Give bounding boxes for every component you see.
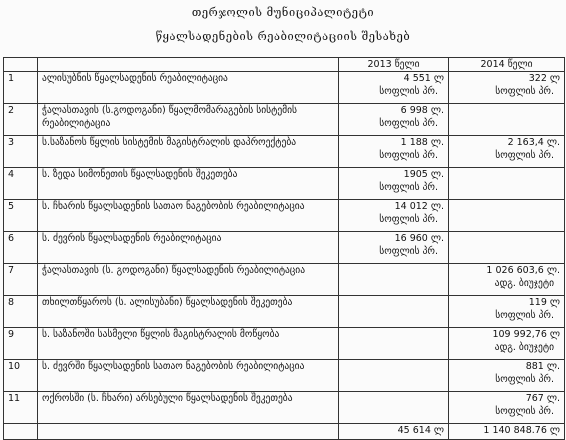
header-2014: 2014 წელი	[449, 58, 565, 72]
table-row	[4, 264, 565, 296]
table-row	[4, 360, 565, 392]
funding-source: სოფლის პრ.	[379, 86, 438, 97]
amount-value: 4 551 ლ	[403, 73, 444, 84]
cell-2013	[339, 264, 449, 296]
amount-value: 16 960 ლ.	[394, 233, 444, 244]
row-description: ს.საზანოს წყლის სისტემის მაგისტრალის დაპროექტება	[38, 136, 339, 168]
water-supply-table	[3, 57, 565, 440]
total-label-cell	[38, 424, 339, 440]
table-row	[4, 168, 565, 200]
cell-2013	[339, 328, 449, 360]
row-number: 3	[4, 136, 38, 168]
amount-value: 322 ლ	[528, 73, 560, 84]
header-description	[38, 58, 339, 72]
table-row	[4, 136, 565, 168]
row-description: ჭალასთავის (ს.გოდოგანი) წყალმომარაგების სისტემის რეაბილიტაცია	[38, 104, 339, 136]
cell-2014	[449, 168, 565, 200]
cell-2013	[339, 72, 449, 104]
row-description: ჭალასთავის (ს. გოდოგანი) წყალსადენის რეაბილიტაცია	[38, 264, 339, 296]
funding-source: ადგ. ბიუჯეტი	[494, 342, 554, 353]
table-row	[4, 296, 565, 328]
header-2013: 2013 წელი	[339, 58, 449, 72]
cell-2014	[449, 392, 565, 424]
funding-source: სოფლის პრ.	[495, 150, 554, 161]
row-description: ს. საზანოში სასმელი წყლის მაგისტრალის მოწყობა	[38, 328, 339, 360]
table-row	[4, 104, 565, 136]
cell-2013	[339, 232, 449, 264]
cell-2014	[449, 72, 565, 104]
funding-source: სოფლის პრ.	[379, 118, 438, 129]
row-number: 11	[4, 392, 38, 424]
row-number: 10	[4, 360, 38, 392]
row-description: ს. ჩხარის წყალსადენის სათაო ნაგებობის რეაბილიტაცია	[38, 200, 339, 232]
table-header-row	[4, 58, 565, 72]
amount-value: 1 026 603,6 ლ.	[486, 265, 560, 276]
total-number-cell	[4, 424, 38, 440]
table-body	[4, 72, 565, 440]
funding-source: სოფლის პრ.	[379, 150, 438, 161]
funding-source: სოფლის პრ.	[379, 246, 438, 257]
amount-value: 1 188 ლ.	[400, 137, 444, 148]
row-number: 7	[4, 264, 38, 296]
amount-value: 119 ლ	[528, 297, 560, 308]
header-number	[4, 58, 38, 72]
cell-2013	[339, 392, 449, 424]
funding-source: სოფლის პრ.	[495, 86, 554, 97]
amount-value: 1905 ლ.	[403, 169, 444, 180]
amount-value: 767 ლ.	[525, 393, 560, 404]
row-description: ს. ძევრში წყალსადენის სათაო ნაგებობის რეაბილიტაცია	[38, 360, 339, 392]
cell-2013	[339, 136, 449, 168]
document-subject: წყალსადენების რეაბილიტაციის შესახებ	[155, 30, 411, 43]
total-2014: 1 140 848.76 ლ	[449, 424, 565, 440]
cell-2014	[449, 296, 565, 328]
cell-2013	[339, 296, 449, 328]
row-description: ს. ზედა სიმონეთის წყალსადენის შეკეთება	[38, 168, 339, 200]
cell-2014	[449, 264, 565, 296]
cell-2014	[449, 104, 565, 136]
total-2013: 45 614 ლ	[339, 424, 449, 440]
row-description: ს. ძევრის წყალსადენის რეაბილიტაცია	[38, 232, 339, 264]
amount-value: 2 163,4 ლ.	[507, 137, 560, 148]
row-number: 1	[4, 72, 38, 104]
amount-value: 14 012 ლ.	[394, 201, 444, 212]
row-number: 8	[4, 296, 38, 328]
funding-source: სოფლის პრ.	[379, 214, 438, 225]
cell-2013	[339, 104, 449, 136]
funding-source: სოფლის პრ.	[495, 406, 554, 417]
row-number: 2	[4, 104, 38, 136]
row-number: 9	[4, 328, 38, 360]
municipality-title: თერჯოლის მუნიციპალიტეტი	[191, 6, 375, 19]
amount-value: 6 998 ლ.	[400, 105, 444, 116]
table-row	[4, 72, 565, 104]
row-number: 5	[4, 200, 38, 232]
table-row	[4, 328, 565, 360]
totals-row	[4, 424, 565, 440]
cell-2013	[339, 168, 449, 200]
table-row	[4, 392, 565, 424]
cell-2013	[339, 200, 449, 232]
cell-2014	[449, 200, 565, 232]
cell-2014	[449, 232, 565, 264]
table-row	[4, 232, 565, 264]
funding-source: სოფლის პრ.	[495, 310, 554, 321]
cell-2013	[339, 360, 449, 392]
funding-source: სოფლის პრ.	[495, 374, 554, 385]
amount-value: 881 ლ.	[525, 361, 560, 372]
cell-2014	[449, 360, 565, 392]
row-description: ალისუბნის წყალსადენის რეაბილიტაცია	[38, 72, 339, 104]
row-number: 6	[4, 232, 38, 264]
table-row	[4, 200, 565, 232]
cell-2014	[449, 328, 565, 360]
amount-value: 109 992,76 ლ	[492, 329, 560, 340]
funding-source: სოფლის პრ.	[379, 182, 438, 193]
row-number: 4	[4, 168, 38, 200]
row-description: თხილთწყაროს (ს. ალისუბანი) წყალსადენის შეკეთება	[38, 296, 339, 328]
funding-source: ადგ. ბიუჯეტი	[494, 278, 554, 289]
cell-2014	[449, 136, 565, 168]
row-description: ოქროსში (ს. ჩხარი) არსებული წყალსადენის შეკეთება	[38, 392, 339, 424]
